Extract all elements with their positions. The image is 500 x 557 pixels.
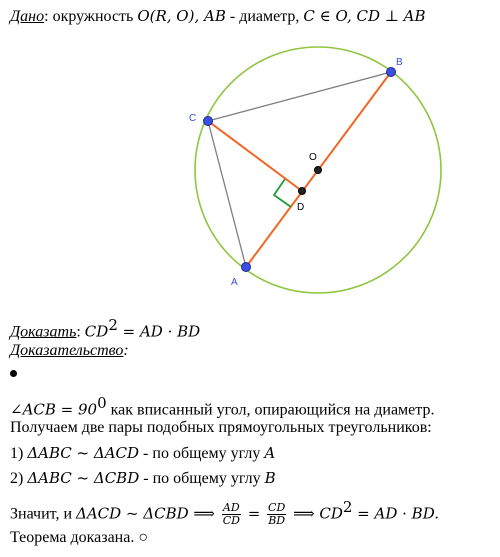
proof-line-5-math-3: = AD · BD.: [352, 504, 439, 523]
given-text-2: - диаметр,: [225, 8, 304, 25]
prove-exp: 2: [108, 316, 118, 334]
proof-line-4-text: - по общему углу: [139, 470, 265, 487]
proof-line-5-math-1: ΔACD ~ ΔCBD: [76, 504, 189, 523]
proof-line-4-math: ΔABC ~ ΔCBD: [27, 469, 140, 487]
fraction-2-numerator: CD: [268, 501, 286, 515]
implies-arrow-2: ⟹: [288, 504, 320, 523]
proof-line-5: [10, 492, 439, 529]
label-o: O: [309, 152, 317, 163]
prove-math-2: = AD · BD: [117, 322, 201, 341]
given-math-1: O(R, O), AB: [137, 7, 226, 25]
point-o: [315, 167, 322, 174]
proof-label-line: [10, 341, 129, 361]
fraction-1-numerator: AD: [222, 501, 240, 515]
bullet-icon: [10, 370, 17, 377]
chord-ca: [208, 121, 246, 267]
proof-line-4: [10, 468, 276, 489]
proof-line-6: [10, 528, 148, 548]
proof-line-3-math: ΔABC ~ ΔACD: [27, 444, 140, 462]
fraction-2-denominator: BD: [268, 514, 286, 528]
prove-math-1: CD: [84, 322, 109, 341]
proof-line-5-exp: 2: [342, 498, 353, 516]
prove-label: Доказать: [10, 323, 77, 341]
given-text-1: : окружность: [44, 8, 138, 25]
point-a: [242, 263, 251, 272]
proof-line-5-math-2: CD: [319, 504, 343, 523]
fraction-ad-cd: [222, 502, 241, 527]
proof-line-2: [10, 418, 432, 438]
proof-line-3-num: 1): [10, 445, 28, 462]
label-a: A: [231, 277, 238, 288]
point-d: [299, 188, 306, 195]
label-b: B: [396, 57, 403, 68]
proof-label: Доказательство: [10, 342, 124, 359]
proof-line-3-end: A: [264, 444, 276, 462]
given-math-2: C ∈ O, CD ⊥ AB: [303, 7, 426, 25]
proof-line-4-num: 2): [10, 470, 28, 487]
geometry-figure: [0, 30, 500, 330]
proof-colon: :: [123, 342, 129, 359]
given-label: Дано: [10, 8, 45, 25]
given-line: [10, 6, 425, 27]
equals-sign: =: [242, 504, 266, 523]
prove-line: [10, 315, 200, 342]
point-b: [387, 68, 396, 77]
fraction-1-denominator: CD: [222, 514, 240, 528]
fraction-cd-bd: [267, 502, 286, 527]
proof-line-3: [10, 443, 275, 464]
degree-exp: 0: [97, 394, 107, 412]
segment-cd: [208, 121, 302, 191]
proof-conclusion: Теорема доказана. ○: [10, 529, 149, 546]
label-c: C: [189, 113, 197, 124]
proof-line-4-end: B: [264, 469, 276, 487]
right-angle-mark: [274, 179, 291, 207]
point-c: [204, 117, 213, 126]
proof-line-2-text: Получаем две пары подобных прямоугольных треугольников:: [10, 419, 432, 436]
label-d: D: [297, 202, 305, 213]
implies-arrow-1: ⟹: [188, 504, 220, 523]
proof-line-3-text: - по общему углу: [139, 445, 265, 462]
angle-acb: ∠ACB = 90: [10, 400, 98, 419]
prove-colon: :: [76, 323, 85, 341]
proof-line-1: [10, 393, 434, 420]
proof-line-1-text: как вписанный угол, опирающийся на диаметр.: [106, 401, 435, 419]
proof-line-5-pre: Значит, и: [10, 505, 76, 523]
